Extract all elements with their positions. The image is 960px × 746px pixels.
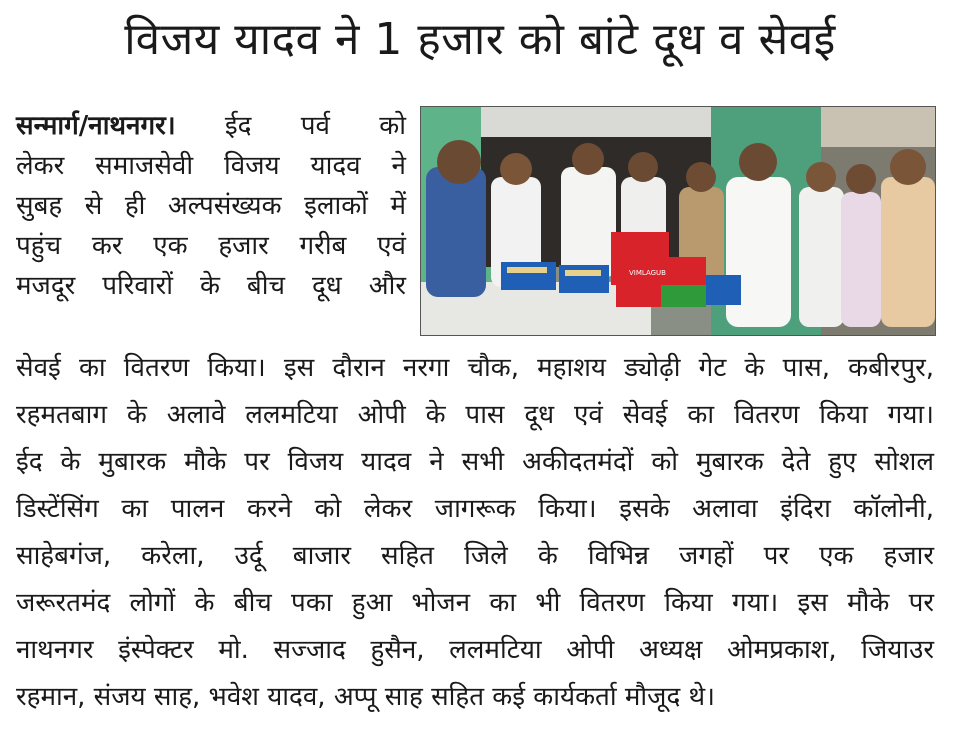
article-line-10: साहेबगंज, करेला, उर्दू बाजार सहित जिले के विभिन्न जगहों पर एक हजार	[16, 541, 934, 571]
crate-label: VIMLAGUB	[629, 269, 666, 277]
article-line-1	[16, 106, 406, 146]
article-line-3: सुबह से ही अल्पसंख्यक इलाकों में	[16, 191, 406, 221]
article-line-9: डिस्टेंसिंग का पालन करने को लेकर जागरूक किया। इसके अलावा इंदिरा कॉलोनी,	[16, 494, 934, 524]
news-photo	[420, 106, 936, 336]
article-line-4: पहुंच कर एक हजार गरीब एवं	[16, 231, 406, 261]
dateline: सन्मार्ग/नाथनगर।	[16, 111, 176, 141]
article-line-12: नाथनगर इंस्पेक्टर मो. सज्जाद हुसैन, ललमटिया ओपी अध्यक्ष ओमप्रकाश, जियाउर	[16, 635, 934, 665]
article-line-6: सेवई का वितरण किया। इस दौरान नरगा चौक, महाशय ड्योढ़ी गेट के पास, कबीरपुर,	[16, 353, 934, 383]
article-line-8: ईद के मुबारक मौके पर विजय यादव ने सभी अकीदतमंदों को मुबारक देते हुए सोशल	[16, 447, 934, 477]
news-photo-illustration	[421, 107, 935, 335]
article-line-7: रहमतबाग के अलावे ललमटिया ओपी के पास दूध एवं सेवई का वितरण किया गया।	[16, 400, 934, 430]
article-line-13: रहमान, संजय साह, भवेश यादव, अप्पू साह सहित कई कार्यकर्ता मौजूद थे।	[16, 682, 715, 712]
article-line-5: मजदूर परिवारों के बीच दूध और	[16, 271, 406, 301]
headline: विजय यादव ने 1 हजार को बांटे दूध व सेवई	[124, 14, 836, 65]
article-line-1-text: ईद पर्व को	[224, 111, 406, 141]
article-line-11: जरूरतमंद लोगों के बीच पका हुआ भोजन का भी वितरण किया गया। इस मौके पर	[16, 588, 934, 618]
article-line-2: लेकर समाजसेवी विजय यादव ने	[16, 151, 406, 181]
